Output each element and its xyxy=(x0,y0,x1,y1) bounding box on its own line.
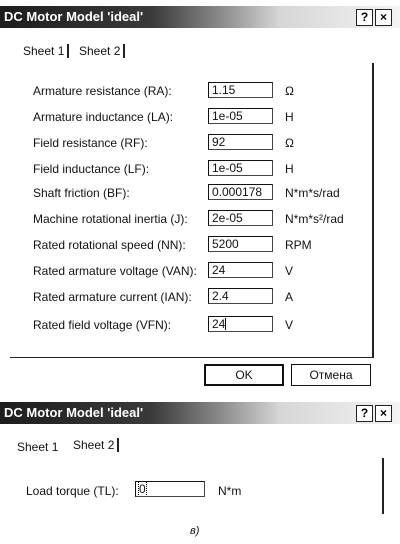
param-label: Rated armature voltage (VAN): xyxy=(33,264,197,278)
field-inductance-field[interactable]: 1e-05 xyxy=(208,160,273,176)
window-title: DC Motor Model 'ideal' xyxy=(4,9,144,24)
param-label: Shaft friction (BF): xyxy=(33,186,130,200)
tab-sheet1[interactable]: Sheet 1 xyxy=(20,44,69,58)
help-button[interactable]: ? xyxy=(356,405,373,422)
field-value: 0 xyxy=(139,482,146,496)
window-title: DC Motor Model 'ideal' xyxy=(4,405,144,420)
field-voltage-field[interactable] xyxy=(208,316,273,332)
armature-resistance-field[interactable]: 1.15 xyxy=(208,82,273,98)
rotational-inertia-field[interactable]: 2e-05 xyxy=(208,210,273,226)
armature-inductance-field[interactable]: 1e-05 xyxy=(208,108,273,124)
armature-voltage-field[interactable]: 24 xyxy=(208,262,273,278)
param-unit: RPM xyxy=(285,238,312,252)
param-label: Armature inductance (LA): xyxy=(33,110,174,124)
close-button[interactable]: × xyxy=(375,405,392,422)
param-label: Field inductance (LF): xyxy=(33,162,150,176)
field-value: 24 xyxy=(212,317,226,331)
param-unit: N*m*s²/rad xyxy=(285,212,344,226)
cancel-button[interactable]: Отмена xyxy=(291,364,371,386)
load-torque-field[interactable] xyxy=(135,481,205,497)
param-label: Rated field voltage (VFN): xyxy=(33,318,172,332)
load-torque-unit: N*m xyxy=(218,484,242,498)
param-unit: Ω xyxy=(285,84,294,98)
param-label: Rated rotational speed (NN): xyxy=(33,238,186,252)
divider xyxy=(10,357,374,358)
field-resistance-field[interactable]: 92 xyxy=(208,134,273,150)
titlebar[interactable] xyxy=(0,6,400,28)
text-cursor xyxy=(225,318,226,330)
ok-button[interactable]: OK xyxy=(204,364,284,386)
close-button[interactable]: × xyxy=(375,9,392,26)
param-unit: Ω xyxy=(285,136,294,150)
param-unit: N*m*s/rad xyxy=(285,186,340,200)
figure-caption: в) xyxy=(190,525,200,537)
param-unit: H xyxy=(285,162,294,176)
titlebar[interactable] xyxy=(0,402,400,424)
param-unit: V xyxy=(285,318,294,332)
tab-sheet2[interactable]: Sheet 2 xyxy=(70,438,119,452)
param-label: Field resistance (RF): xyxy=(33,136,148,150)
rated-speed-field[interactable]: 5200 xyxy=(208,236,273,252)
dialog-sheet2 xyxy=(0,400,400,515)
param-label: Rated armature current (IAN): xyxy=(33,290,192,304)
panel-border-right xyxy=(382,458,384,514)
tab-sheet1[interactable]: Sheet 1 xyxy=(17,440,59,454)
panel-border-right xyxy=(372,63,374,358)
armature-current-field[interactable]: 2.4 xyxy=(208,288,273,304)
param-label: Armature resistance (RA): xyxy=(33,84,172,98)
param-unit: H xyxy=(285,110,294,124)
param-unit: V xyxy=(285,264,294,278)
load-torque-label: Load torque (TL): xyxy=(26,484,119,498)
param-unit: A xyxy=(285,290,294,304)
help-button[interactable]: ? xyxy=(356,9,373,26)
shaft-friction-field[interactable]: 0.000178 xyxy=(208,184,273,200)
tab-sheet2[interactable]: Sheet 2 xyxy=(76,44,125,58)
param-label: Machine rotational inertia (J): xyxy=(33,212,188,226)
